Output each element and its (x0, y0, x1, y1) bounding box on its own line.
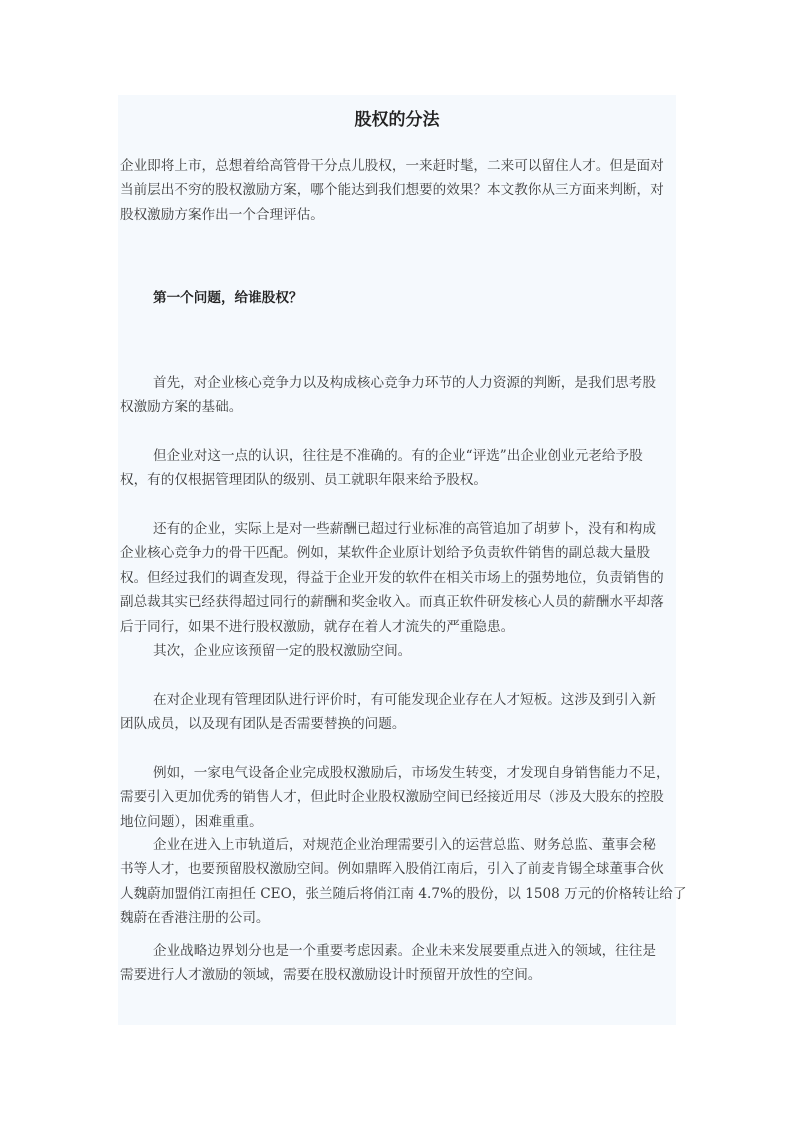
paragraph-8-line: 魏蔚在香港注册的公司。 (120, 910, 270, 927)
paragraph-5-line: 其次，企业应该预留一定的股权激励空间。 (153, 643, 412, 659)
paragraph-8-line: 企业在进入上市轨道后，对规范企业治理需要引入的运营总监、财务总监、董事会秘 (153, 837, 656, 853)
paragraph-4-line: 后于同行，如果不进行股权激励，就存在着人才流失的严重隐患。 (120, 618, 515, 635)
paragraph-3-line: 但企业对这一点的认识，往往是不准确的。有的企业“评选”出企业创业元老给予股 (153, 448, 643, 464)
paragraph-7-line: 需要引入更加优秀的销售人才，但此时企业股权激励空间已经接近用尽（涉及大股东的控股 (120, 789, 664, 806)
section-heading: 第一个问题，给谁股权？ (153, 290, 303, 306)
paragraph-7-line: 例如，一家电气设备企业完成股权激励后，市场发生转变，才发现自身销售能力不足， (153, 765, 670, 781)
paragraph-4-line: 权。但经过我们的调查发现，得益于企业开发的软件在相关市场上的强势地位，负责销售的 (120, 569, 664, 586)
paragraph-6-line: 在对企业现有管理团队进行评价时，有可能发现企业存在人才短板。这涉及到引入新 (153, 692, 656, 708)
paragraph-7-line: 地位问题），困难重重。 (120, 813, 263, 830)
paragraph-2-line: 权激励方案的基础。 (120, 399, 243, 416)
paragraph-6-line: 团队成员，以及现有团队是否需要替换的问题。 (120, 716, 406, 733)
paragraph-1-line: 股权激励方案作出一个合理评估。 (120, 206, 324, 223)
paragraph-9-line: 企业战略边界划分也是一个重要考虑因素。企业未来发展要重点进入的领域，往往是 (153, 943, 656, 959)
paragraph-9-line: 需要进行人才激励的领域，需要在股权激励设计时预留开放性的空间。 (120, 967, 542, 984)
paragraph-1-line: 企业即将上市，总想着给高管骨干分点儿股权，一来赶时髦，二来可以留住人才。但是面对 (120, 158, 664, 174)
paragraph-1-line: 当前层出不穷的股权激励方案，哪个能达到我们想要的效果？本文教你从三方面来判断，对 (120, 182, 664, 199)
paragraph-4-line: 副总裁其实已经获得超过同行的薪酬和奖金收入。而真正软件研发核心人员的薪酬水平却落 (120, 594, 664, 611)
paragraph-4-line: 还有的企业，实际上是对一些薪酬已超过行业标准的高管追加了胡萝卜，没有和构成 (153, 521, 656, 537)
paragraph-8-line: 书等人才，也要预留股权激励空间。例如鼎晖入股俏江南后，引入了前麦肯锡全球董事合伙 (120, 861, 664, 878)
paragraph-2-line: 首先，对企业核心竞争力以及构成核心竞争力环节的人力资源的判断，是我们思考股 (153, 375, 656, 391)
paragraph-4-line: 企业核心竞争力的骨干匹配。例如，某软件企业原计划给予负责软件销售的副总裁大量股 (120, 545, 651, 562)
paragraph-8-line: 人魏蔚加盟俏江南担任 CEO，张兰随后将俏江南 4.7%的股份，以 1508 万元的价格转让给了 (120, 885, 687, 902)
paragraph-3-line: 权，有的仅根据管理团队的级别、员工就职年限来给予股权。 (120, 472, 488, 489)
document-title: 股权的分法 (354, 110, 440, 130)
